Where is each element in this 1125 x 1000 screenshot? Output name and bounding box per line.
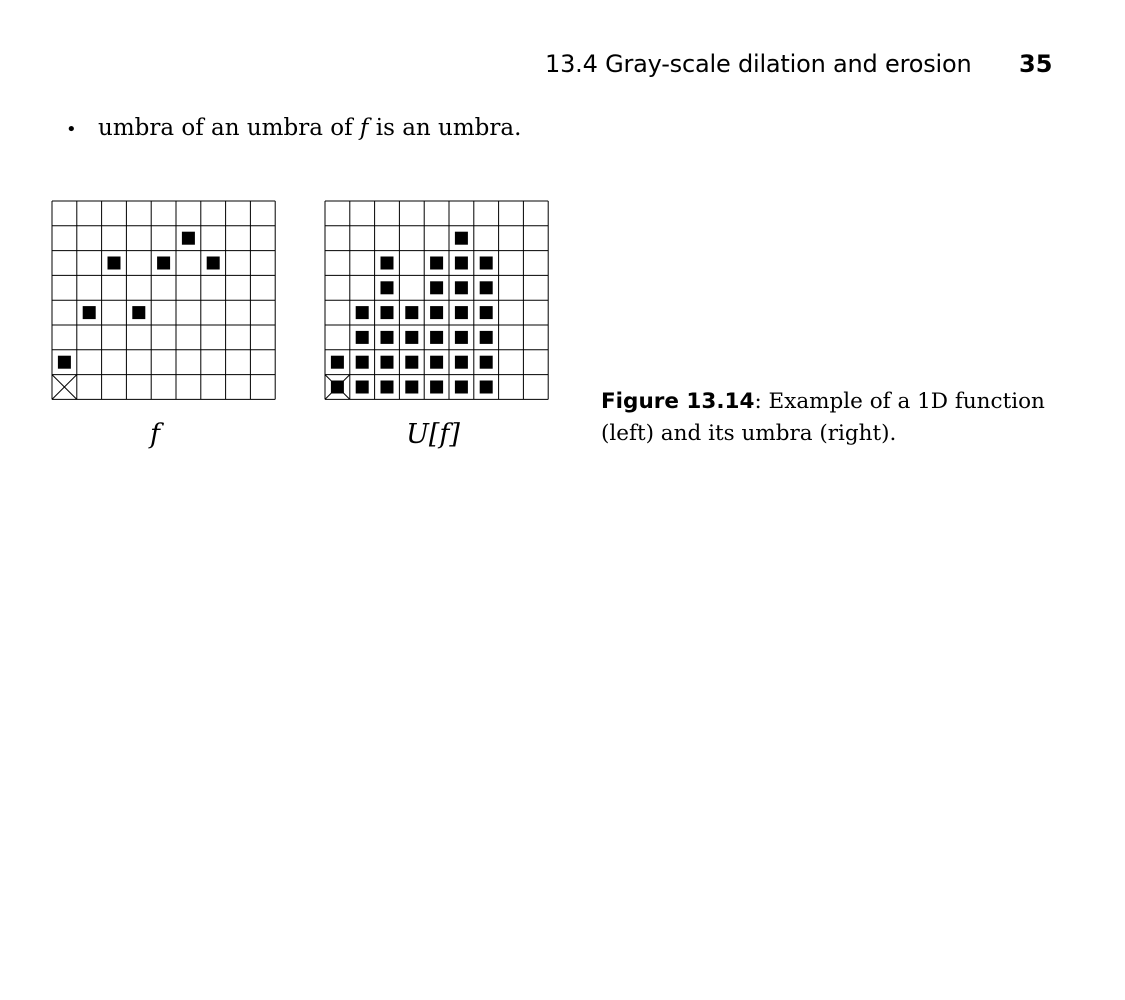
umbra-grid (324, 200, 550, 402)
filled-cell-marker (381, 381, 394, 394)
filled-cell-marker (430, 306, 443, 319)
filled-cell-marker (331, 381, 344, 394)
function-grid-label: f (150, 419, 160, 450)
filled-cell-marker (480, 306, 493, 319)
figure-caption (601, 386, 1061, 450)
filled-cell-marker (455, 306, 468, 319)
filled-cell-marker (381, 306, 394, 319)
filled-cell-marker (108, 257, 121, 270)
filled-cell-marker (480, 331, 493, 344)
filled-cell-marker (455, 281, 468, 294)
filled-cell-marker (356, 331, 369, 344)
filled-cell-marker (207, 257, 220, 270)
filled-cell-marker (430, 257, 443, 270)
function-grid (51, 200, 277, 402)
filled-cell-marker (455, 356, 468, 369)
bullet-text-after: is an umbra. (368, 115, 522, 141)
function-grid-panel (51, 200, 277, 402)
filled-cell-marker (480, 257, 493, 270)
filled-cell-marker (381, 331, 394, 344)
filled-cell-marker (356, 381, 369, 394)
section-title: 13.4 Gray-scale dilation and erosion (545, 50, 972, 78)
filled-cell-marker (430, 331, 443, 344)
figure-caption-text: : Example of a 1D function (left) and its umbra (right). (601, 389, 1045, 446)
filled-cell-marker (83, 306, 96, 319)
umbra-grid-label: U[f] (406, 419, 460, 450)
filled-cell-marker (132, 306, 145, 319)
filled-cell-marker (430, 356, 443, 369)
figure-caption-label: Figure 13.14 (601, 389, 755, 414)
filled-cell-marker (480, 281, 493, 294)
filled-cell-marker (405, 381, 418, 394)
umbra-grid-panel (324, 200, 550, 402)
filled-cell-marker (405, 331, 418, 344)
filled-cell-marker (455, 331, 468, 344)
bullet-text-before: umbra of an umbra of (98, 115, 360, 141)
filled-cell-marker (182, 232, 195, 245)
filled-cell-marker (455, 232, 468, 245)
filled-cell-marker (58, 356, 71, 369)
filled-cell-marker (381, 281, 394, 294)
filled-cell-marker (157, 257, 170, 270)
bullet-item (66, 112, 521, 144)
filled-cell-marker (405, 356, 418, 369)
filled-cell-marker (455, 257, 468, 270)
filled-cell-marker (480, 356, 493, 369)
grid-lines (52, 201, 275, 399)
filled-cell-marker (430, 381, 443, 394)
filled-cell-marker (356, 306, 369, 319)
running-header (0, 48, 1125, 82)
filled-cell-marker (430, 281, 443, 294)
filled-cell-marker (331, 356, 344, 369)
page-number: 35 (1019, 50, 1053, 78)
bullet-icon: • (66, 119, 77, 140)
filled-cell-marker (405, 306, 418, 319)
filled-cell-marker (356, 356, 369, 369)
grid-lines (325, 201, 548, 399)
filled-cell-marker (381, 257, 394, 270)
filled-cell-marker (480, 381, 493, 394)
math-symbol-f: f (359, 115, 369, 141)
filled-cell-marker (455, 381, 468, 394)
filled-cell-marker (381, 356, 394, 369)
